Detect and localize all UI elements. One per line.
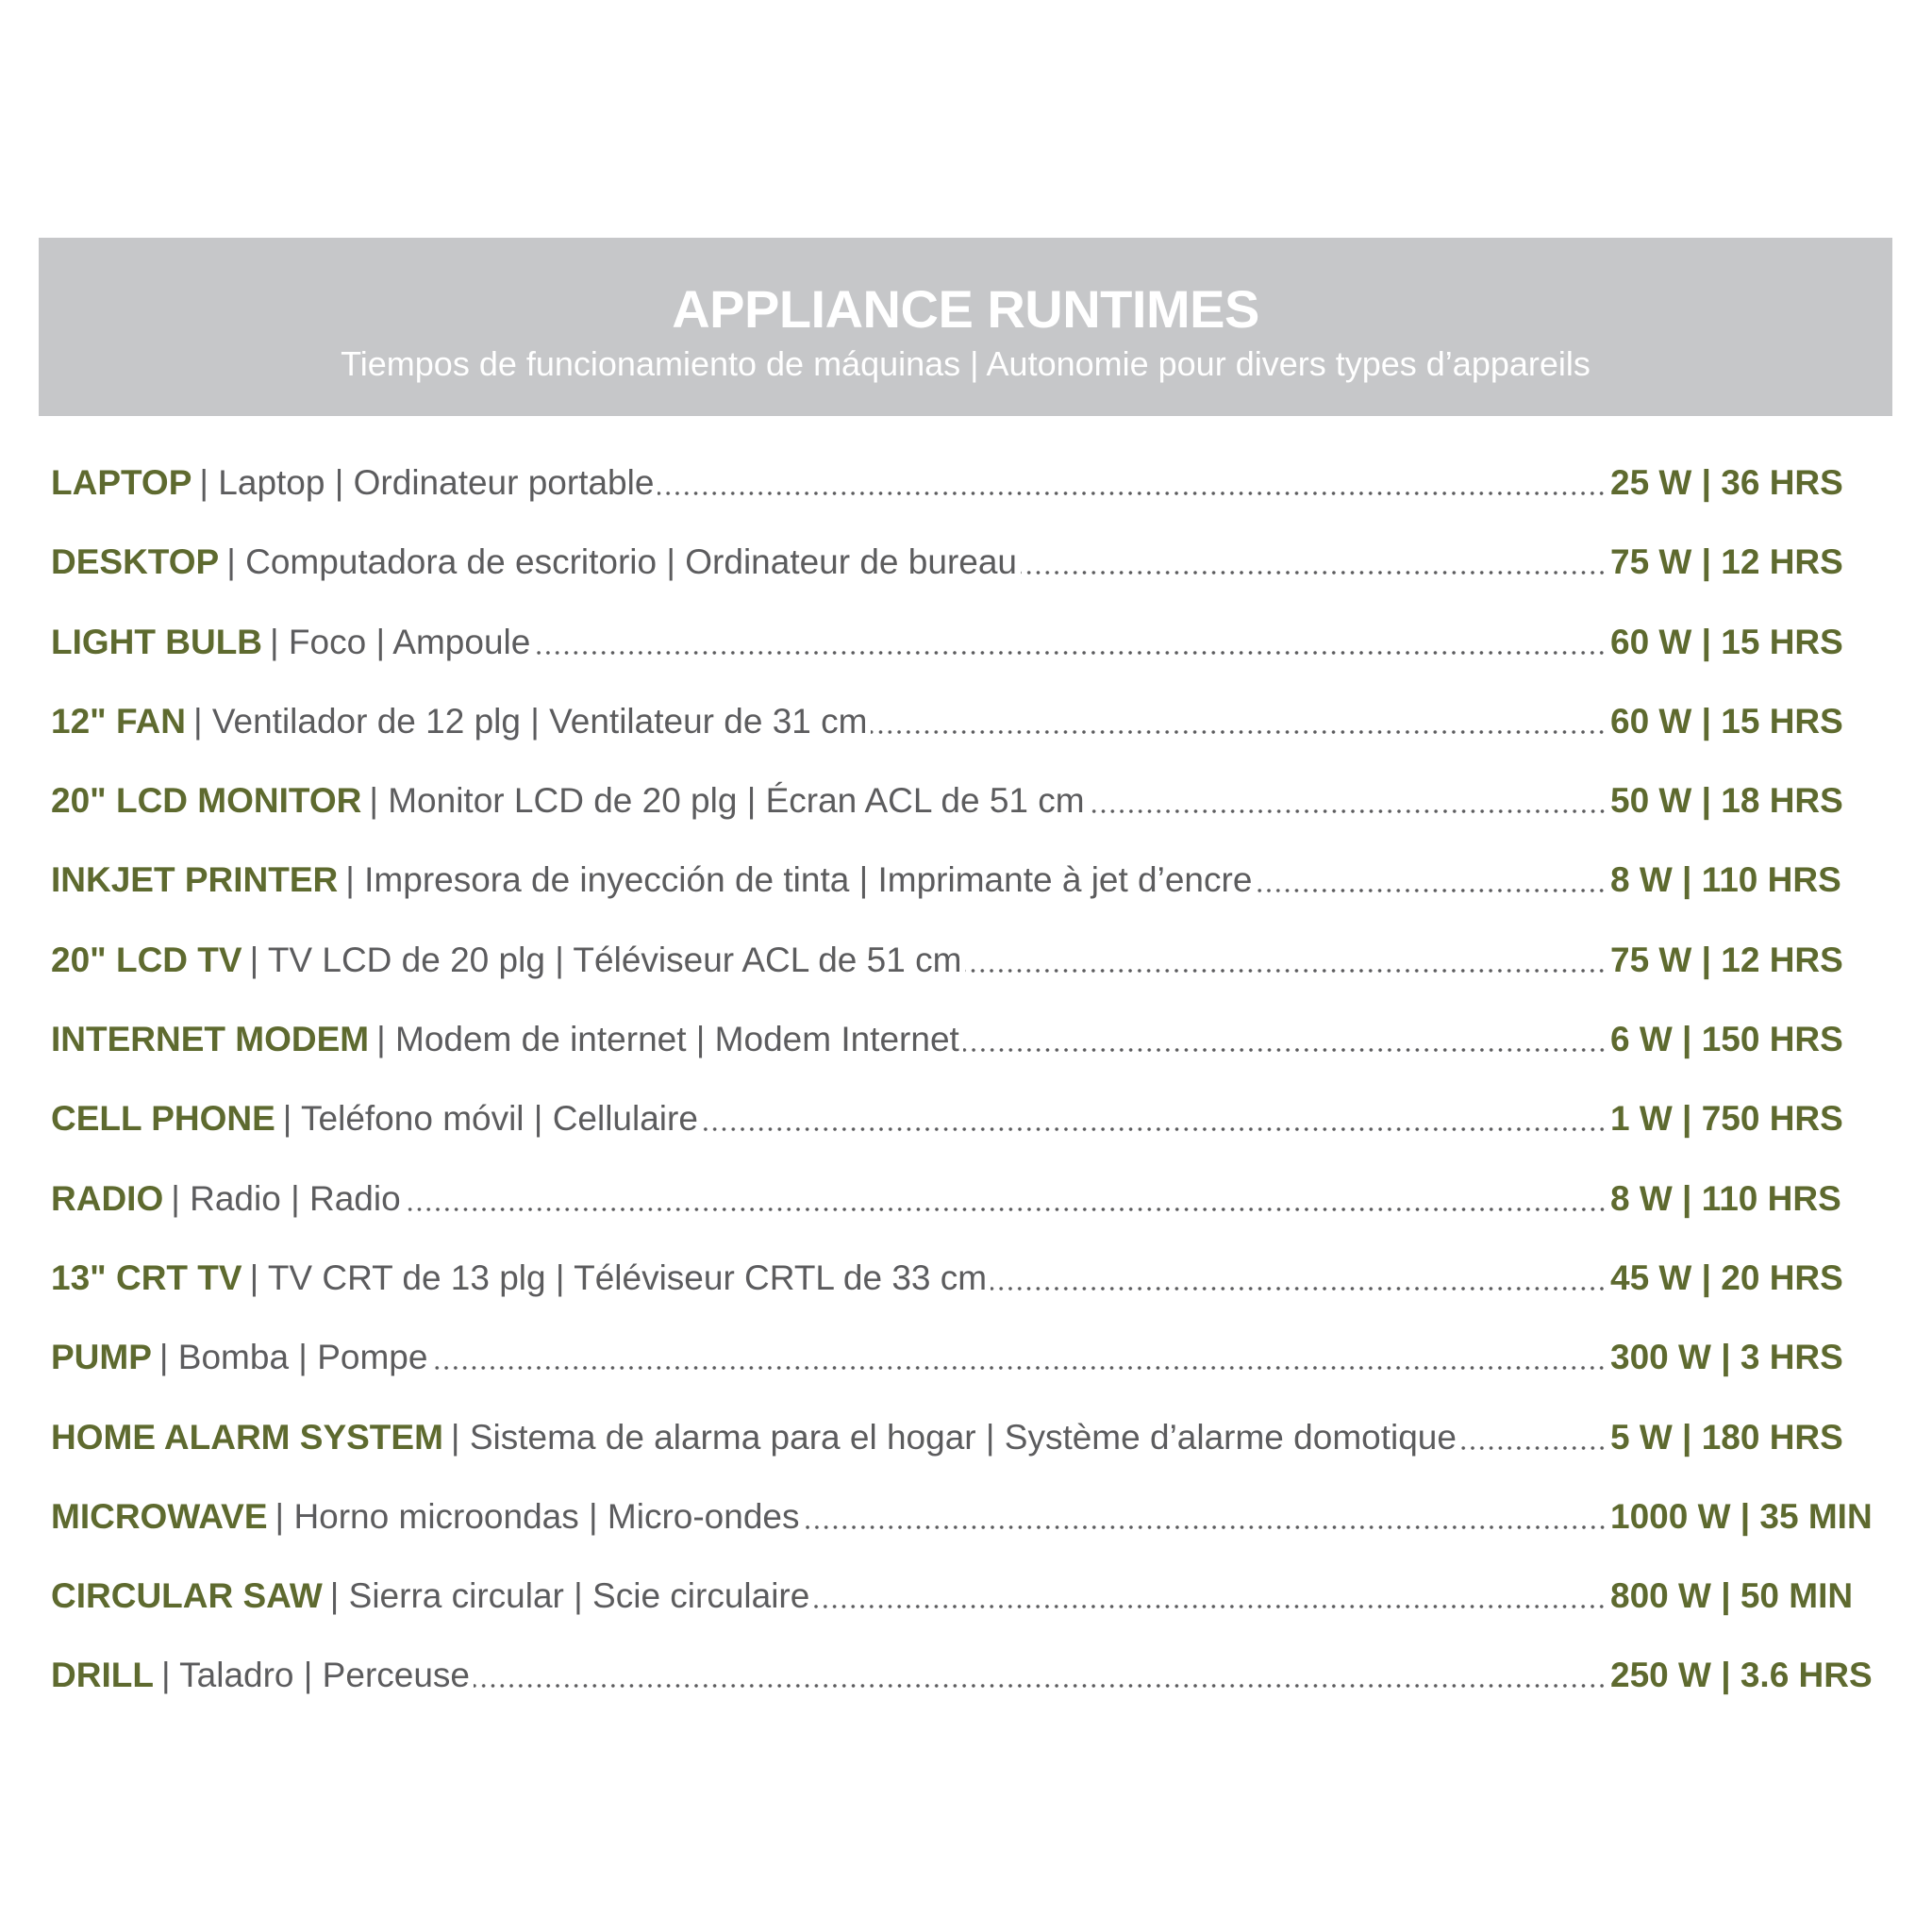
appliance-name: 13" CRT TV xyxy=(51,1257,242,1297)
appliance-translations: | Bomba | Pompe xyxy=(158,1338,428,1377)
page-subtitle: Tiempos de funcionamiento de máquinas | Autonomie pour divers types d’appareils xyxy=(341,344,1591,383)
appliance-translations: | Ventilador de 12 plg | Ventilateur de 31 cm xyxy=(192,701,868,741)
appliance-translations: | TV CRT de 13 plg | Téléviseur CRTL de 33 cm xyxy=(249,1257,988,1297)
item-label-group xyxy=(51,462,1608,504)
wattage-runtime-value: 8 W | 110 HRS xyxy=(1610,1178,1841,1218)
list-item xyxy=(51,1178,1900,1257)
appliance-name: DESKTOP xyxy=(51,542,220,582)
appliance-name: 20" LCD TV xyxy=(51,940,242,979)
list-item xyxy=(51,1417,1900,1496)
item-label-group xyxy=(51,1019,1608,1060)
wattage-runtime-value: 75 W | 12 HRS xyxy=(1610,542,1843,582)
item-label-group xyxy=(51,1178,1608,1220)
list-item xyxy=(51,1655,1900,1734)
appliance-name: 20" LCD MONITOR xyxy=(51,781,362,821)
dot-leader xyxy=(474,1655,1608,1696)
list-item xyxy=(51,541,1900,621)
dot-leader xyxy=(702,1098,1608,1140)
appliance-translations: | Foco | Ampoule xyxy=(270,622,531,661)
wattage-runtime-value: 8 W | 110 HRS xyxy=(1610,860,1841,900)
list-item xyxy=(51,1019,1900,1098)
dot-leader xyxy=(963,1019,1608,1060)
page-title: APPLIANCE RUNTIMES xyxy=(672,279,1259,339)
list-item xyxy=(51,701,1900,780)
wattage-runtime-value: 45 W | 20 HRS xyxy=(1610,1257,1843,1297)
appliance-translations: | Sistema de alarma para el hogar | Système d’alarme domotique xyxy=(450,1417,1457,1457)
appliance-translations: | Impresora de inyección de tinta | Imprimante à jet d’encre xyxy=(345,860,1253,900)
appliance-translations: | Modem de internet | Modem Internet xyxy=(376,1020,959,1059)
wattage-runtime-value: 1 W | 750 HRS xyxy=(1610,1099,1843,1139)
appliance-name: LAPTOP xyxy=(51,463,192,502)
dot-leader xyxy=(658,462,1608,504)
list-item xyxy=(51,1098,1900,1177)
appliance-translations: | Taladro | Perceuse xyxy=(160,1656,470,1695)
dot-leader xyxy=(1021,541,1608,583)
wattage-runtime-value: 25 W | 36 HRS xyxy=(1610,463,1843,502)
appliance-translations: | TV LCD de 20 plg | Téléviseur ACL de 51 cm xyxy=(249,940,962,979)
appliance-translations: | Teléfono móvil | Cellulaire xyxy=(282,1099,698,1139)
appliance-name: CIRCULAR SAW xyxy=(51,1576,323,1616)
header-band xyxy=(39,238,1892,416)
dot-leader xyxy=(965,940,1608,981)
appliance-name: RADIO xyxy=(51,1178,164,1218)
appliance-name: PUMP xyxy=(51,1338,152,1377)
appliance-name: HOME ALARM SYSTEM xyxy=(51,1417,443,1457)
dot-leader xyxy=(871,701,1608,742)
item-label-group xyxy=(51,1098,1608,1140)
dot-leader xyxy=(804,1496,1609,1538)
wattage-runtime-value: 60 W | 15 HRS xyxy=(1610,701,1843,741)
list-item xyxy=(51,1337,1900,1416)
wattage-runtime-value: 75 W | 12 HRS xyxy=(1610,940,1843,979)
appliance-name: MICROWAVE xyxy=(51,1496,268,1536)
appliance-name: DRILL xyxy=(51,1656,154,1695)
appliance-name: INKJET PRINTER xyxy=(51,860,339,900)
dot-leader xyxy=(1256,859,1608,901)
dot-leader xyxy=(1089,780,1608,822)
list-item xyxy=(51,859,1900,939)
dot-leader xyxy=(813,1575,1608,1617)
item-label-group xyxy=(51,1337,1608,1378)
appliance-translations: | Sierra circular | Scie circulaire xyxy=(329,1576,810,1616)
wattage-runtime-value: 60 W | 15 HRS xyxy=(1610,622,1843,661)
dot-leader xyxy=(534,622,1608,663)
item-label-group xyxy=(51,541,1608,583)
item-label-group xyxy=(51,1575,1608,1617)
appliance-name: LIGHT BULB xyxy=(51,622,263,661)
dot-leader xyxy=(431,1337,1608,1378)
wattage-runtime-value: 250 W | 3.6 HRS xyxy=(1610,1656,1873,1695)
wattage-runtime-value: 50 W | 18 HRS xyxy=(1610,781,1843,821)
item-label-group xyxy=(51,1655,1608,1696)
list-item xyxy=(51,1575,1900,1655)
item-label-group xyxy=(51,780,1608,822)
list-item xyxy=(51,462,1900,541)
wattage-runtime-value: 6 W | 150 HRS xyxy=(1610,1020,1843,1059)
list-item xyxy=(51,1496,1900,1575)
item-label-group xyxy=(51,701,1608,742)
item-label-group xyxy=(51,940,1608,981)
item-label-group xyxy=(51,859,1608,901)
list-item xyxy=(51,622,1900,701)
list-item xyxy=(51,940,1900,1019)
wattage-runtime-value: 1000 W | 35 MIN xyxy=(1610,1496,1873,1536)
item-label-group xyxy=(51,1496,1608,1538)
dot-leader xyxy=(1460,1417,1608,1458)
wattage-runtime-value: 800 W | 50 MIN xyxy=(1610,1576,1854,1616)
wattage-runtime-value: 300 W | 3 HRS xyxy=(1610,1338,1843,1377)
item-label-group xyxy=(51,1417,1608,1458)
appliance-translations: | Monitor LCD de 20 plg | Écran ACL de 51 cm xyxy=(369,781,1085,821)
item-label-group xyxy=(51,622,1608,663)
dot-leader xyxy=(991,1257,1608,1299)
item-label-group xyxy=(51,1257,1608,1299)
appliance-name: 12" FAN xyxy=(51,701,186,741)
appliance-name: INTERNET MODEM xyxy=(51,1020,370,1059)
appliance-name: CELL PHONE xyxy=(51,1099,275,1139)
appliance-translations: | Laptop | Ordinateur portable xyxy=(199,463,655,502)
list-item xyxy=(51,780,1900,859)
appliance-translations: | Computadora de escritorio | Ordinateur de bureau xyxy=(226,542,1017,582)
list-item xyxy=(51,1257,1900,1337)
wattage-runtime-value: 5 W | 180 HRS xyxy=(1610,1417,1843,1457)
appliance-translations: | Horno microondas | Micro-ondes xyxy=(275,1496,800,1536)
dot-leader xyxy=(405,1178,1608,1220)
runtime-list xyxy=(51,462,1900,1735)
appliance-translations: | Radio | Radio xyxy=(171,1178,401,1218)
